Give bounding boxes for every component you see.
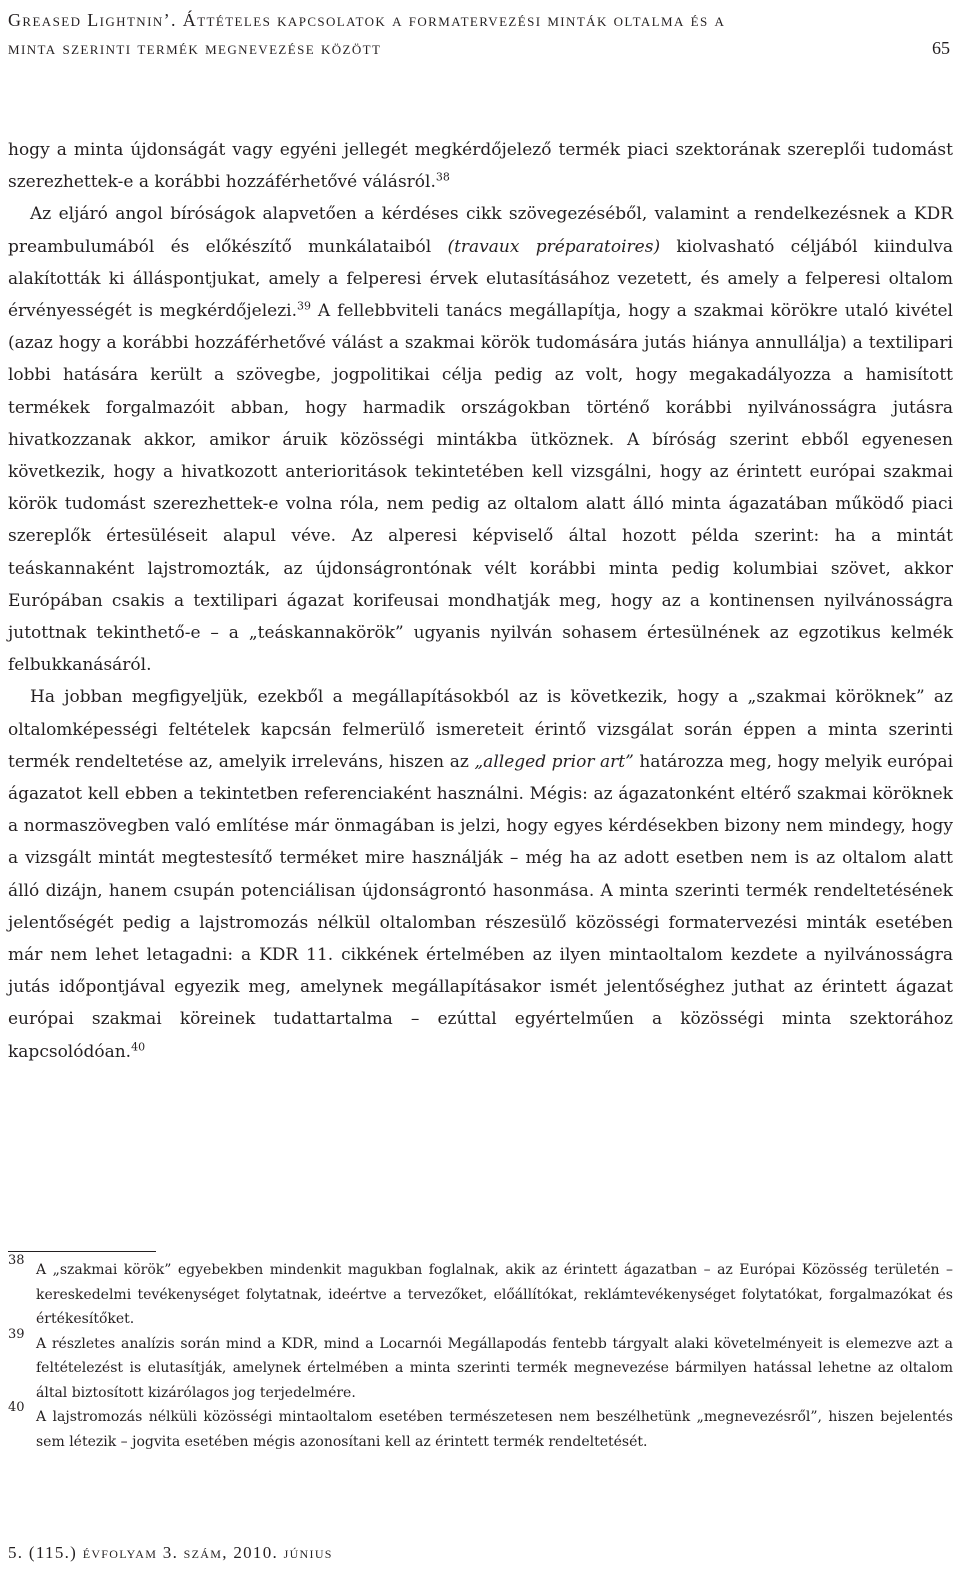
paragraph-2-text-a: Az eljáró angol bíróságok alapvetően a kérdéses cikk szövegezéséből, valamint a rendelkezésnek a KDR preambulumából és előkészítő munkálataiból	[8, 204, 953, 257]
paragraph-3-text-a: Ha jobban megfigyeljük, ezekből a megállapításokból az is következik, hogy a „szakmai köröknek” az oltalomképességi feltételek kapcsán felmerülő ismereteit érintő vizsgálat során éppen a minta szerinti termék rendeltetése az, amelyik irreleváns, hiszen az	[8, 687, 953, 772]
footnote-text: A „szakmai körök” egyebekben mindenkit magukban foglalnak, akik az érintett ágazatban – az Európai Közösség területén – kereskedelmi tevékenységet folytatnak, ideértve a tervezőket, előállítókat, reklámtevékenységet folytatókat, forgalmazókat és értékesítőket.	[36, 1262, 953, 1327]
paragraph-3-italic-term: „alleged prior art”	[474, 751, 634, 772]
paragraph-2-text-b: kiolvasható céljából kiindulva alakították ki álláspontjukat, amely a felperesi érvek elutasításához vezetett, és amely a felperesi oltalom érvényességét is megkérdőjelezi.	[8, 236, 954, 322]
paragraph-1	[8, 134, 953, 198]
paragraph-3	[8, 681, 953, 1067]
paragraph-1-text: hogy a minta újdonságát vagy egyéni jellegét megkérdőjelező termék piaci szektorának szereplői tudomást szerezhettek-e a korábbi hozzáférhetővé válásról.	[8, 140, 953, 193]
journal-issue-footer: 5. (115.) évfolyam 3. szám, 2010. június	[8, 1543, 333, 1562]
running-head-line-1: Greased Lightnin’. Áttételes kapcsolatok a formatervezési minták oltalma és a	[8, 10, 726, 30]
footnote-separator	[8, 1251, 156, 1252]
footnotes	[8, 1253, 953, 1454]
running-head	[8, 6, 808, 62]
footnote-text: A részletes analízis során mind a KDR, mind a Locarnói Megállapodás fentebb tárgyalt alaki követelményeit is elemezve azt a feltételezést is elutasítják, amelynek értelmében a minta szerinti termék megnevezése bármilyen hatással lehetne az oltalom által biztosított kizárólagos jog terjedelmére.	[36, 1335, 953, 1401]
footnote-number: 38	[8, 1253, 25, 1268]
running-head-line-2: minta szerinti termék megnevezése között	[8, 38, 382, 58]
paragraph-3-text-b: határozza meg, hogy melyik európai ágazatot kell ebben a tekintetben referenciaként használni. Mégis: az ágazatonként eltérő szakmai köröknek a normaszövegben való említése már önmagában is jelzi, hogy egyes kérdésekben bizony nem mindegy, hogy a vizsgált mintát megtestesítő terméket mire használják – még ha az adott esetben nem is az oltalom alatt álló dizájn, hanem csupán potenciálisan újdonságrontó hasonmása. A minta szerinti termék rendeltetésének jelentőségét pedig a lajstromozás nélkül oltalomban részesülő közösségi formatervezési minták esetében már nem lehet letagadni: a KDR 11. cikkének értelmében az ilyen mintaoltalom kezdete a nyilvánosságra jutás időpontjával egyezik meg, amelynek megállapításakor ismét jelentőséghez juthat az érintett ágazat európai szakmai köreinek tudattartalma – ezúttal egyértelműen a közösségi minta szektorához kapcsolódóan.	[8, 751, 954, 1062]
body-text	[8, 134, 953, 1068]
footnote-ref-39: 39	[297, 299, 312, 313]
paragraph-2	[8, 198, 953, 681]
footnote-number: 39	[8, 1326, 25, 1342]
paragraph-2-text-c: A fellebbviteli tanács megállapítja, hogy a szakmai körökre utaló kivétel (azaz hogy a korábbi hozzáférhetővé válást a szakmai körök tudomására jutás hiánya annullálja) a textilipari lobbi hatására került a szövegbe, jogpolitikai célja pedig az volt, hogy megakadályozza a hamisított termékek forgalmazóit abban, hogy harmadik országokban történő korábbi nyilvánosságra jutásra hivatkozzanak akkor, amikor áruik közösségi mintákba ütköznek. A bíróság szerint ebből egyenesen következik, hogy a hivatkozott anterioritások tekintetében kell vizsgálni, hogy az érintett európai szakmai körök tudomást szerezhettek-e volna róla, nem pedig az oltalom alatt álló minta ágazatában működő piaci szereplők értesüléseit alapul véve. Az alperesi képviselő által hozott példa szerint: ha a mintát teáskannaként lajstromozták, az újdonságrontónak vélt korábbi minta pedig kolumbiai szövet, akkor Európában csakis a textilipari ágazat korifeusai mondhatják meg, hogy az a kontinensen nyilvánosságra jutottnak tekinthető-e – a „teáskannakörök” ugyanis nyilván sohasem értesülnének az egzotikus kelmék felbukkanásáról.	[8, 301, 953, 676]
footnote-number: 40	[8, 1400, 25, 1415]
paragraph-2-italic-term: (travaux préparatoires)	[447, 236, 661, 257]
footnote-text: A lajstromozás nélküli közösségi mintaoltalom esetében természetesen nem beszélhetünk „megnevezésről”, hiszen bejelentés sem létezik – jogvita esetében mégis azonosítani kell az érintett termék rendeltetését.	[36, 1409, 953, 1450]
footnote-38	[8, 1253, 953, 1332]
footnote-39	[8, 1326, 953, 1406]
page-number: 65	[932, 38, 950, 58]
footnote-40	[8, 1400, 953, 1454]
footnote-ref-40: 40	[131, 1040, 146, 1054]
footnote-ref-38: 38	[435, 170, 450, 184]
